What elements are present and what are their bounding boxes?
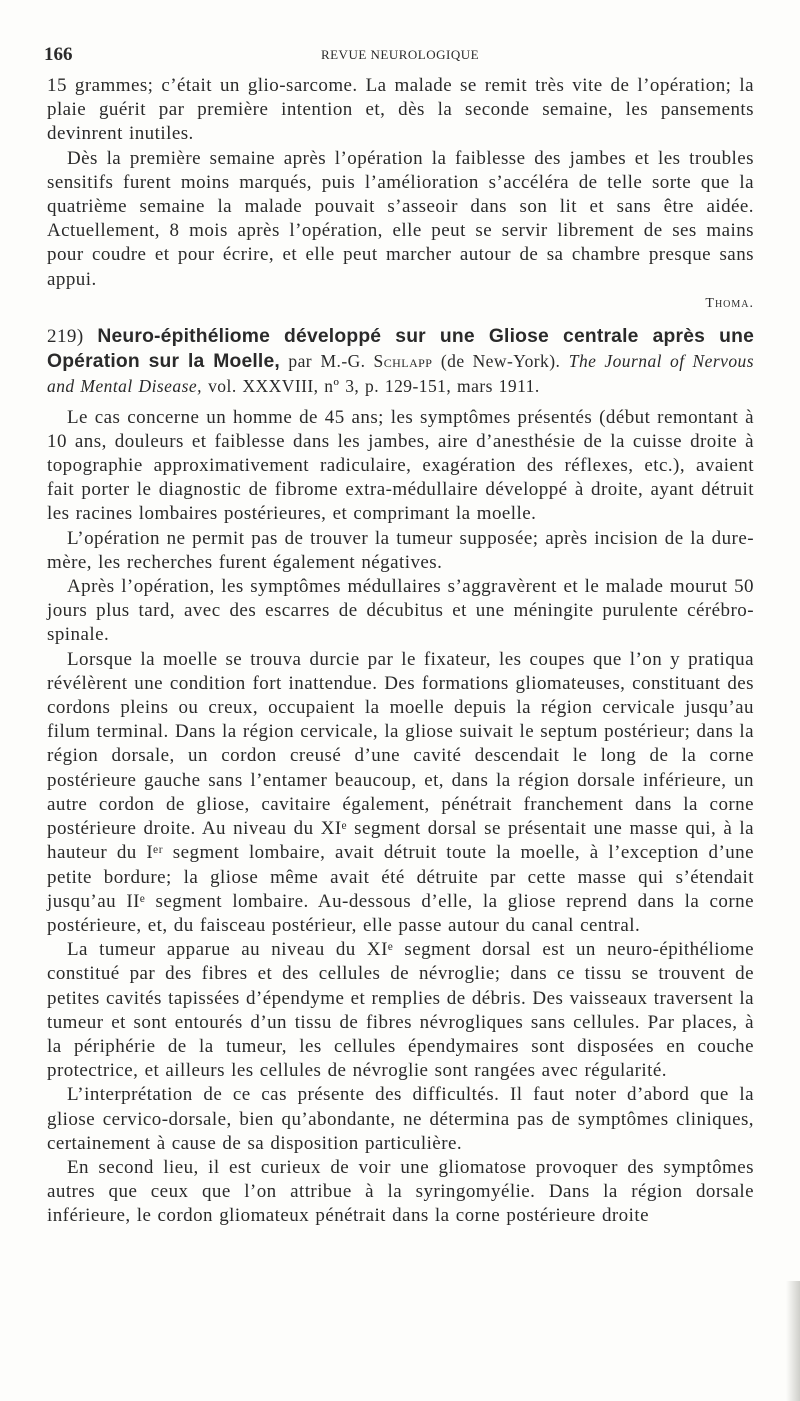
paragraph: L’interprétation de ce cas présente des difficultés. Il faut noter d’abord que la gliose cervico-dorsale, bien qu’abondante, ne détermina pas de symptômes cliniques, certainement à cause de sa disposition particulière. xyxy=(47,1084,754,1154)
page-number: 166 xyxy=(44,44,73,65)
article-title: Neuro-épithéliome développé sur une Gliose centrale après une Opération sur la Moelle, xyxy=(47,326,755,373)
article-journal: The Journal of Nervous and Mental Disease, xyxy=(47,351,755,397)
page-edge-shadow xyxy=(786,1281,800,1401)
paragraph: Lorsque la moelle se trouva durcie par le fixateur, les coupes que l’on y pratiqua révélèrent une condition fort inattendue. Des formations gliomateuses, constituant des cordons pleins ou creux, occupaient la moelle depuis la région cervicale jusqu’au filum terminal. Dans la région cervicale, la gliose suivait le septum postérieur; dans la région dorsale, un cordon creusé d’une cavité descendait le long de la corne postérieure gauche sans l’entamer beaucoup, et, dans la région dorsale inférieure, un autre cordon de gliose, cavitaire également, pénétrait franchement dans la corne postérieure droite. Au niveau du XIᵉ segment dorsal se présentait une masse qui, à la hauteur du Iᵉʳ segment lombaire, avait détruit toute la moelle, à l’exception d’une petite bordure; la gliose même avait été détruite par cette masse qui s’étendait jusqu’au IIᵉ segment lombaire. Au-dessous d’elle, la gliose reprend dans la corne postérieure, et, du faisceau postérieur, elle passe autour du canal central. xyxy=(47,648,754,936)
page-body xyxy=(47,74,754,1229)
article-affiliation: (de New-York). xyxy=(440,351,561,372)
reviewer-signature: Thoma. xyxy=(705,295,754,311)
article-author: M.-G. Schlapp xyxy=(320,351,433,372)
article-heading xyxy=(47,325,754,400)
article-number: 219) xyxy=(47,326,84,348)
paragraph: Après l’opération, les symptômes médullaires s’aggravèrent et le malade mourut 50 jours plus tard, avec des escarres de décubitus et une méningite purulente cérébro-spinale. xyxy=(47,576,754,646)
paragraph: La tumeur apparue au niveau du XIᵉ segment dorsal est un neuro-épithéliome constitué par des fibres et des cellules de névroglie; dans ce tissu se trouvent de petites cavités tapissées d’épendyme et remplies de débris. Des vaisseaux traversent la tumeur et sont entourés d’un tissu de fibres névrogliques sans cellules. Par places, à la périphérie de la tumeur, les cellules épendymaires sont disposées en couche protectrice, et ailleurs les cellules de névroglie sont rangées avec régularité. xyxy=(47,939,754,1082)
paragraph: Dès la première semaine après l’opération la faiblesse des jambes et les troubles sensitifs furent moins marqués, puis l’amélioration s’accéléra de telle sorte que la quatrième semaine la malade pouvait s’asseoir dans son lit et sans être aidée. Actuellement, 8 mois après l’opération, elle peut se servir librement de ses mains pour coudre et pour écrire, et elle peut marcher autour de sa chambre presque sans appui. xyxy=(47,147,754,290)
article-by: par xyxy=(288,351,313,372)
article-details: vol. XXXVIII, nº 3, p. 129-151, mars 1911. xyxy=(208,376,540,397)
paragraph: 15 grammes; c’était un glio-sarcome. La malade se remit très vite de l’opération; la plaie guérit par première intention et, dès la seconde semaine, les pansements devinrent inutiles. xyxy=(47,75,754,145)
paragraph: En second lieu, il est curieux de voir une gliomatose provoquer des symptômes autres que ceux que l’on attribue à la syringomyélie. Dans la région dorsale inférieure, le cordon gliomateux pénétrait dans la corne postérieure droite xyxy=(47,1156,754,1227)
paragraph: L’opération ne permit pas de trouver la tumeur supposée; après incision de la dure-mère, les recherches furent également négatives. xyxy=(47,527,754,573)
paragraph: Le cas concerne un homme de 45 ans; les symptômes présentés (début remontant à 10 ans, douleurs et faiblesse dans les jambes, aire d’anesthésie de la cuisse droite à topographie approximativement radiculaire, exagération des réflexes, etc.), avaient fait porter le diagnostic de fibrome extra-médullaire développé à droite, ayant détruit les racines lombaires postérieures, et comprimant la moelle. xyxy=(47,406,754,525)
running-header xyxy=(44,44,756,68)
journal-title: REVUE NEUROLOGIQUE xyxy=(320,47,480,62)
